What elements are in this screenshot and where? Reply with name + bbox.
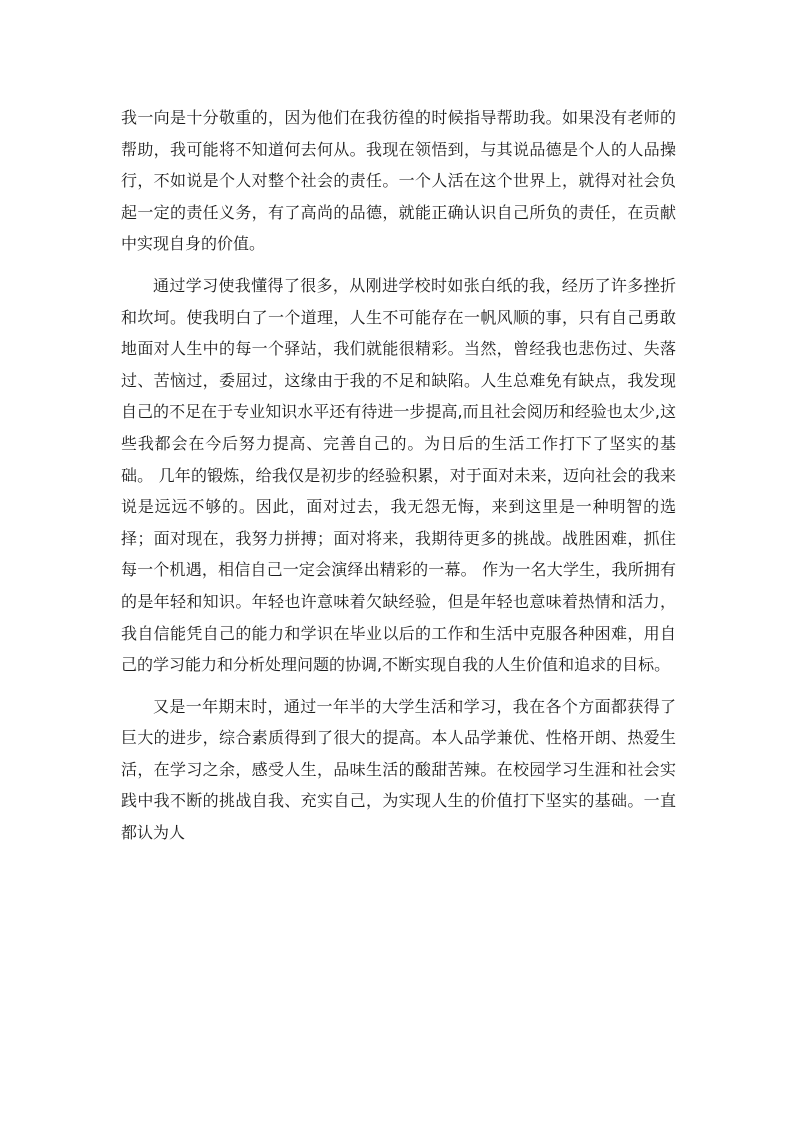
paragraph-1: 我一向是十分敬重的，因为他们在我彷徨的时候指导帮助我。如果没有老师的帮助，我可能将不知道何去何从。我现在领悟到，与其说品德是个人的人品操行，不如说是个人对整个社会的责任。一个人活在这个世界上，就得对社会负起一定的责任义务，有了高尚的品德，就能正确认识自己所负的责任，在贡献中实现自身的价值。	[121, 108, 676, 254]
document-body	[121, 102, 676, 859]
paragraph-2: 通过学习使我懂得了很多，从刚进学校时如张白纸的我，经历了许多挫折和坎坷。使我明白了一个道理，人生不可能存在一帆风顺的事，只有自己勇敢地面对人生中的每一个驿站，我们就能很精彩。当然，曾经我也悲伤过、失落过、苦恼过，委屈过，这缘由于我的不足和缺陷。人生总难免有缺点，我发现自己的不足在于专业知识水平还有待进一步提高,而且社会阅历和经验也太少,这些我都会在今后努力提高、完善自己的。为日后的生活工作打下了坚实的基础。 几年的锻炼，给我仅是初步的经验积累，对于面对未来，迈向社会的我来说是远远不够的。因此，面对过去，我无怨无悔，来到这里是一种明智的选择；面对现在，我努力拼搏；面对将来，我期待更多的挑战。战胜困难，抓住每一个机遇，相信自己一定会演绎出精彩的一幕。 作为一名大学生，我所拥有的是年轻和知识。年轻也许意味着欠缺经验，但是年轻也意味着热情和活力，我自信能凭自己的能力和学识在毕业以后的工作和生活中克服各种困难，用自己的学习能力和分析处理问题的协调,不断实现自我的人生价值和追求的目标。	[121, 275, 676, 675]
paragraph-3: 又是一年期末时，通过一年半的大学生活和学习，我在各个方面都获得了巨大的进步，综合素质得到了很大的提高。本人品学兼优、性格开朗、热爱生活，在学习之余，感受人生，品味生活的酸甜苦辣。在校园学习生涯和社会实践中我不断的挑战自我、充实自己，为实现人生的价值打下坚实的基础。一直都认为人	[121, 696, 676, 843]
